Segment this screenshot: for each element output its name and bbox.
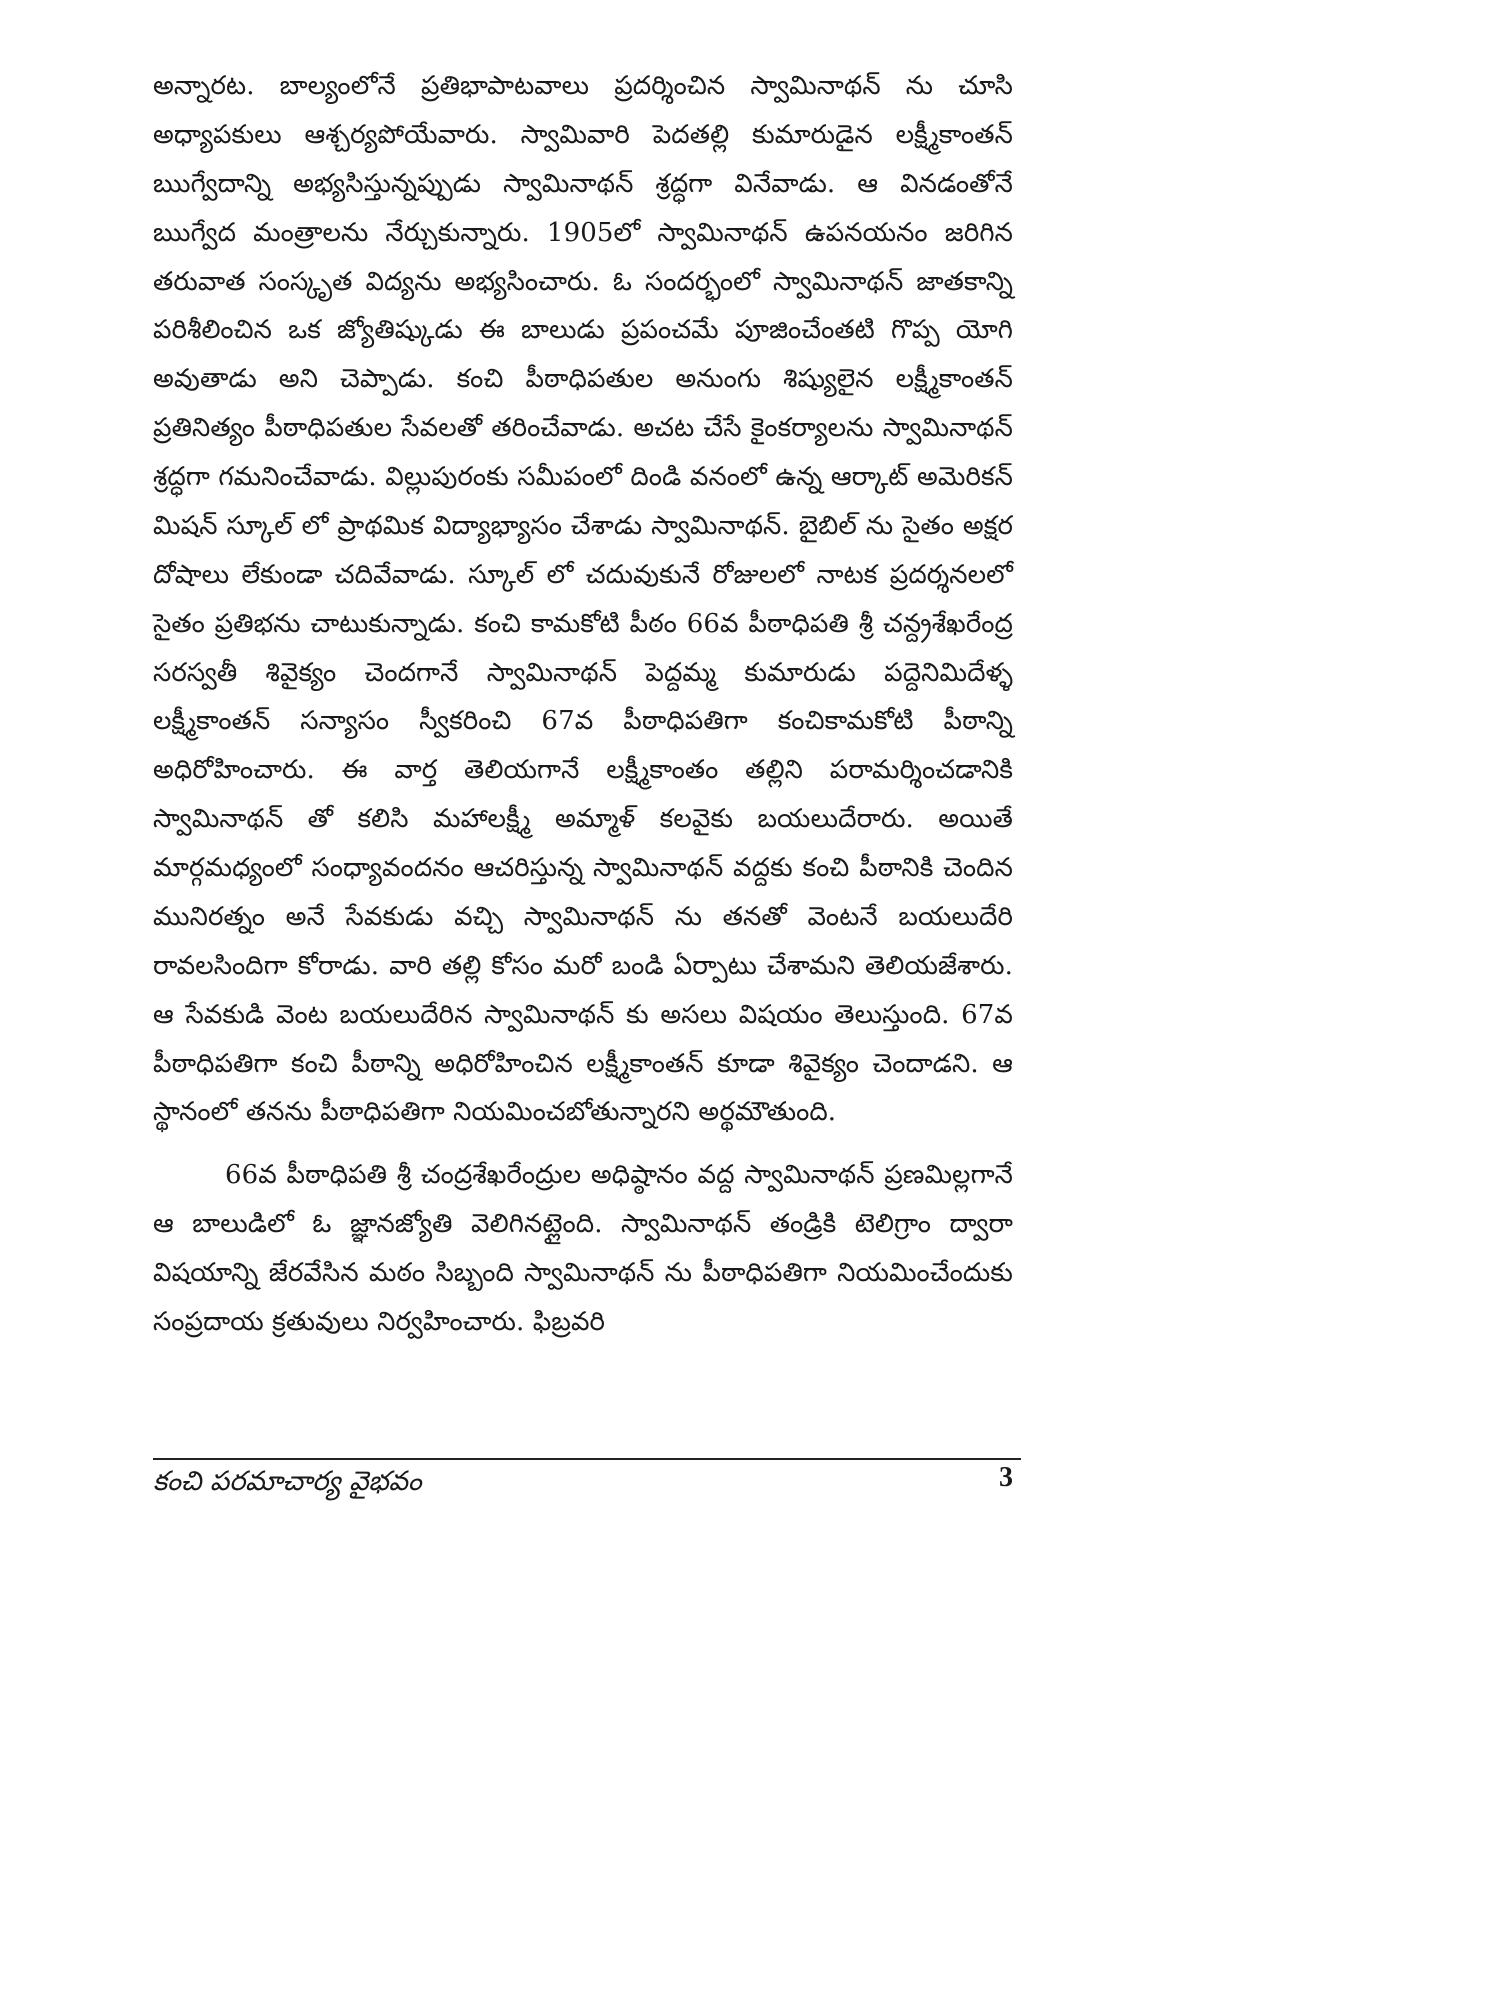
page-number: 3 xyxy=(999,1462,1013,1493)
body-paragraph-2: 66వ పీఠాధిపతి శ్రీ చంద్రశేఖరేంద్రుల అధిష్ఠానం వద్ద స్వామినాథన్ ప్రణమిల్లగానే ఆ బాలుడిలో ఓ జ్ఞానజ్యోతి వెలిగినట్లైంది. స్వామినాథన్ తండ్రికి టెలిగ్రాం ద్వారా విషయాన్ని జేరవేసిన మఠం సిబ్బంది స్వామినాథన్ ను పీఠాధిపతిగా నియమించేందుకు సంప్రదాయ క్రతువులు నిర్వహించారు. ఫిబ్రవరి xyxy=(153,1160,1013,1337)
page-body xyxy=(153,62,1013,1347)
page-footer xyxy=(153,1458,1021,1504)
body-paragraph-1: అన్నారట. బాల్యంలోనే ప్రతిభాపాటవాలు ప్రదర్శించిన స్వామినాథన్ ను చూసి అధ్యాపకులు ఆశ్చర్యపోయేవారు. స్వామివారి పెదతల్లి కుమారుడైన లక్ష్మీకాంతన్ ఋగ్వేదాన్ని అభ్యసిస్తున్నప్పుడు స్వామినాథన్ శ్రద్ధగా వినేవాడు. ఆ వినడంతోనే ఋగ్వేద మంత్రాలను నేర్చుకున్నారు. 1905లో స్వామినాథన్ ఉపనయనం జరిగిన తరువాత సంస్కృత విద్యను అభ్యసించారు. ఓ సందర్భంలో స్వామినాథన్ జాతకాన్ని పరిశీలించిన ఒక జ్యోతిష్కుడు ఈ బాలుడు ప్రపంచమే పూజించేంతటి గొప్ప యోగి అవుతాడు అని చెప్పాడు. కంచి పీఠాధిపతుల అనుంగు శిష్యులైన లక్ష్మీకాంతన్ ప్రతినిత్యం పీఠాధిపతుల సేవలతో తరించేవాడు. అచట చేసే కైంకర్యాలను స్వామినాథన్ శ్రద్ధగా గమనించేవాడు. విల్లుపురంకు సమీపంలో దిండి వనంలో ఉన్న ఆర్కాట్ అమెరికన్ మిషన్ స్కూల్ లో ప్రాథమిక విద్యాభ్యాసం చేశాడు స్వామినాథన్. బైబిల్ ను సైతం అక్షర దోషాలు లేకుండా చదివేవాడు. స్కూల్ లో చదువుకునే రోజులలో నాటక ప్రదర్శనలలో సైతం ప్రతిభను చాటుకున్నాడు. కంచి కామకోటి పీఠం 66వ పీఠాధిపతి శ్రీ చన్ద్రశేఖరేంద్ర సరస్వతీ శివైక్యం చెందగానే స్వామినాథన్ పెద్దమ్మ కుమారుడు పద్దెనిమిదేళ్ళ లక్ష్మీకాంతన్ సన్యాసం స్వీకరించి 67వ పీఠాధిపతిగా కంచికామకోటి పీఠాన్ని అధిరోహించారు. ఈ వార్త తెలియగానే లక్ష్మీకాంతం తల్లిని పరామర్శించడానికి స్వామినాథన్ తో కలిసి మహాలక్ష్మీ అమ్మాళ్ కలవైకు బయలుదేరారు. అయితే మార్గమధ్యంలో సంధ్యావందనం ఆచరిస్తున్న స్వామినాథన్ వద్దకు కంచి పీఠానికి చెందిన మునిరత్నం అనే సేవకుడు వచ్చి స్వామినాథన్ ను తనతో వెంటనే బయలుదేరి రావలసిందిగా కోరాడు. వారి తల్లి కోసం మరో బండి ఏర్పాటు చేశామని తెలియజేశారు. ఆ సేవకుడి వెంట బయలుదేరిన స్వామినాథన్ కు అసలు విషయం తెలుస్తుంది. 67వ పీఠాధిపతిగా కంచి పీఠాన్ని అధిరోహించిన లక్ష్మీకాంతన్ కూడా శివైక్యం చెందాడని. ఆ స్థానంలో తనను పీఠాధిపతిగా నియమించబోతున్నారని అర్థమౌతుంది. xyxy=(153,71,1013,1128)
footer-divider xyxy=(153,1458,1021,1460)
footer-book-title: కంచి పరమాచార్య వైభవం xyxy=(153,1466,422,1497)
